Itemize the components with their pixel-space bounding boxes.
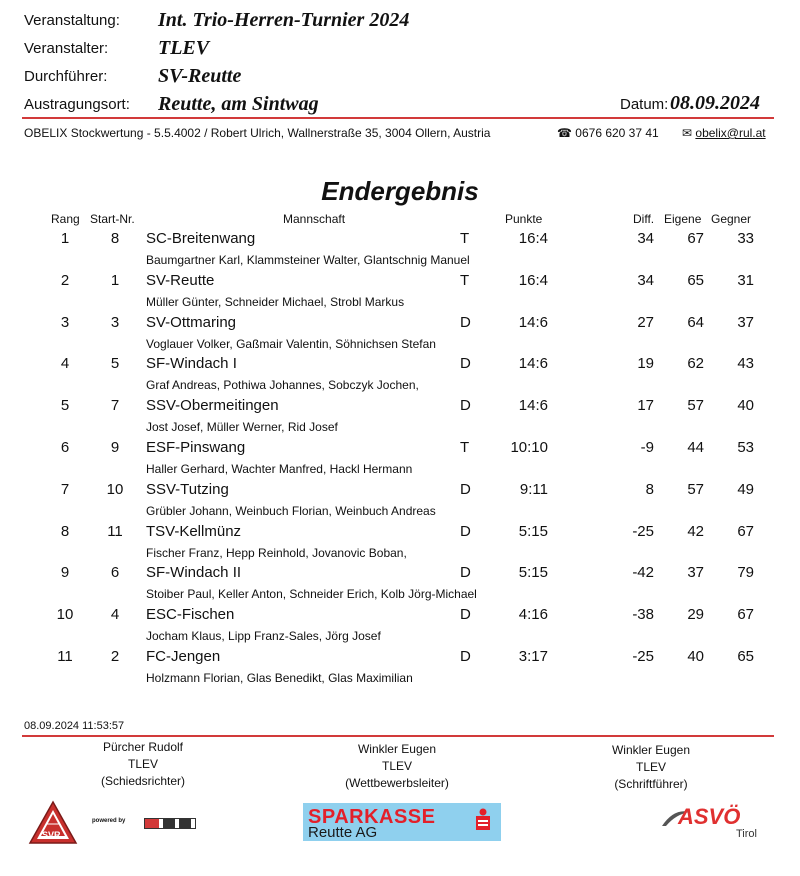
points-cell: 14:6 — [518, 313, 548, 331]
rank-cell: 8 — [60, 522, 70, 540]
start-number-cell: 4 — [110, 606, 120, 624]
team-name-cell: SF-Windach II — [146, 564, 242, 582]
rank-cell: 4 — [60, 355, 70, 373]
own-score-cell: 62 — [687, 355, 704, 373]
email-info — [682, 126, 766, 140]
sparkasse-s-icon — [473, 808, 493, 832]
opponent-score-cell: 67 — [737, 522, 754, 540]
team-members-cell: Fischer Franz, Hepp Reinhold, Jovanovic Boban, — [146, 545, 407, 560]
team-members-cell: Jost Josef, Müller Werner, Rid Josef — [146, 420, 338, 435]
opponent-score-cell: 37 — [737, 313, 754, 331]
opponent-score-cell: 67 — [737, 606, 754, 624]
sparkasse-logo — [303, 803, 501, 841]
rank-cell: 2 — [60, 271, 70, 289]
field-label-venue: Austragungsort: — [24, 96, 130, 113]
start-number-cell: 6 — [110, 564, 120, 582]
diff-cell: -42 — [632, 564, 654, 582]
points-cell: 16:4 — [518, 230, 548, 247]
team-members-cell: Grübler Johann, Weinbuch Florian, Weinbuch Andreas — [146, 503, 436, 518]
own-score-cell: 65 — [687, 271, 704, 289]
col-header-start: Start-Nr. — [90, 212, 135, 226]
class-cell: D — [460, 648, 471, 665]
class-cell: D — [460, 522, 471, 540]
sparkasse-sub: Reutte AG — [308, 824, 378, 841]
table-row — [0, 523, 800, 565]
team-name-cell: TSV-Kellmünz — [146, 522, 242, 540]
class-cell: T — [460, 439, 470, 456]
diff-cell: 27 — [637, 313, 654, 331]
field-value-event: Int. Trio-Herren-Turnier 2024 — [158, 9, 410, 31]
start-number-cell: 7 — [110, 397, 120, 415]
team-name-cell: SF-Windach I — [146, 355, 237, 373]
official-role: (Wettbewerbsleiter) — [345, 776, 449, 790]
own-score-cell: 67 — [687, 230, 704, 247]
own-score-cell: 44 — [687, 439, 704, 456]
start-number-cell: 2 — [110, 648, 120, 665]
class-cell: T — [460, 271, 470, 289]
table-row — [0, 397, 800, 439]
official-competition-lead — [297, 741, 497, 792]
col-header-punkte: Punkte — [505, 212, 543, 226]
field-label-executor: Durchführer: — [24, 68, 108, 85]
email-address[interactable]: obelix@rul.at — [695, 126, 766, 140]
col-header-diff: Diff. — [633, 212, 655, 226]
sponsor-mini-icon — [144, 818, 196, 829]
table-row — [0, 314, 800, 356]
col-header-team: Mannschaft — [283, 212, 346, 226]
rank-cell: 11 — [57, 648, 73, 665]
rank-cell: 6 — [60, 439, 70, 456]
date-value: 08.09.2024 — [670, 92, 760, 114]
svr-logo — [28, 800, 178, 845]
opponent-score-cell: 65 — [737, 648, 754, 665]
official-role: (Schiedsrichter) — [100, 774, 186, 788]
points-cell: 3:17 — [518, 648, 548, 665]
points-cell: 5:15 — [518, 564, 548, 582]
diff-cell: -25 — [632, 648, 654, 665]
points-cell: 5:15 — [518, 522, 548, 540]
rank-cell: 3 — [60, 313, 70, 331]
table-row — [0, 606, 800, 648]
date-label: Datum: — [620, 96, 669, 113]
asvo-logo — [660, 802, 770, 842]
rank-cell: 1 — [60, 230, 70, 247]
class-cell: T — [460, 230, 470, 247]
class-cell: D — [460, 564, 471, 582]
svr-powered-text: powered by — [92, 818, 126, 824]
field-value-organizer: TLEV — [158, 37, 210, 59]
official-role: (Schriftführer) — [614, 777, 688, 791]
envelope-icon: ✉ — [682, 126, 693, 140]
software-info: OBELIX Stockwertung - 5.5.4002 / Robert Ulrich, Wallnerstraße 35, 3004 Ollern, Austria — [24, 126, 491, 140]
class-cell: D — [460, 480, 471, 498]
team-name-cell: ESF-Pinswang — [146, 439, 246, 456]
team-members-cell: Graf Andreas, Pothiwa Johannes, Sobczyk Jochen, — [146, 378, 419, 393]
own-score-cell: 57 — [687, 397, 704, 415]
opponent-score-cell: 43 — [737, 355, 754, 373]
team-members-cell: Müller Günter, Schneider Michael, Strobl Markus — [146, 294, 405, 309]
field-label-organizer: Veranstalter: — [24, 40, 109, 57]
points-cell: 14:6 — [518, 355, 548, 373]
official-recorder — [551, 742, 751, 793]
team-name-cell: SSV-Obermeitingen — [146, 397, 279, 415]
col-header-gegner: Gegner — [711, 212, 752, 226]
team-members-cell: Voglauer Volker, Gaßmair Valentin, Söhnichsen Stefan — [146, 336, 436, 351]
rank-cell: 9 — [60, 564, 70, 582]
own-score-cell: 37 — [687, 564, 704, 582]
sparkasse-name: SPARKASSE — [308, 806, 436, 828]
class-cell: D — [460, 355, 471, 373]
print-timestamp: 08.09.2024 11:53:57 — [24, 720, 125, 732]
rank-cell: 7 — [60, 480, 70, 498]
diff-cell: -9 — [640, 439, 654, 456]
start-number-cell: 8 — [110, 230, 120, 247]
diff-cell: 34 — [637, 271, 654, 289]
points-cell: 14:6 — [518, 397, 548, 415]
official-name: Pürcher Rudolf — [102, 740, 184, 754]
start-number-cell: 9 — [110, 439, 120, 456]
official-org: TLEV — [127, 757, 158, 771]
team-members-cell: Holzmann Florian, Glas Benedikt, Glas Maximilian — [146, 671, 413, 685]
asvo-sub: Tirol — [736, 828, 757, 840]
page-title: Endergebnis — [321, 176, 479, 206]
start-number-cell: 10 — [106, 480, 124, 498]
own-score-cell: 29 — [687, 606, 704, 624]
points-cell: 10:10 — [510, 439, 548, 456]
own-score-cell: 64 — [687, 313, 704, 331]
asvo-text: ASVÖ — [678, 804, 741, 829]
own-score-cell: 57 — [687, 480, 704, 498]
field-value-executor: SV-Reutte — [158, 65, 242, 87]
svr-text: SVR — [42, 830, 61, 840]
table-row — [0, 355, 800, 397]
start-number-cell: 5 — [110, 355, 120, 373]
team-name-cell: SV-Ottmaring — [146, 313, 237, 331]
official-name: Winkler Eugen — [357, 742, 437, 756]
team-members-cell: Jocham Klaus, Lipp Franz-Sales, Jörg Josef — [146, 629, 381, 644]
official-name: Winkler Eugen — [611, 743, 691, 757]
class-cell: D — [460, 313, 471, 331]
phone-number: 0676 620 37 41 — [575, 126, 659, 140]
table-row — [0, 230, 800, 272]
opponent-score-cell: 79 — [737, 564, 754, 582]
diff-cell: 17 — [637, 397, 654, 415]
diff-cell: -25 — [632, 522, 654, 540]
table-row — [0, 439, 800, 481]
rank-cell: 5 — [60, 397, 70, 415]
points-cell: 16:4 — [518, 271, 548, 289]
table-row — [0, 564, 800, 606]
diff-cell: 34 — [637, 230, 654, 247]
diff-cell: -38 — [632, 606, 654, 624]
own-score-cell: 42 — [687, 522, 704, 540]
opponent-score-cell: 49 — [737, 480, 754, 498]
field-label-event: Veranstaltung: — [24, 12, 120, 29]
rank-cell: 10 — [56, 606, 74, 624]
official-org: TLEV — [381, 759, 412, 773]
start-number-cell: 11 — [107, 522, 123, 540]
header-divider — [22, 117, 774, 119]
team-members-cell: Baumgartner Karl, Klammsteiner Walter, Glantschnig Manuel — [146, 253, 470, 267]
field-value-venue: Reutte, am Sintwag — [158, 93, 319, 115]
class-cell: D — [460, 606, 471, 624]
diff-cell: 8 — [645, 480, 654, 498]
table-row — [0, 648, 800, 690]
team-name-cell: ESC-Fischen — [146, 606, 235, 624]
opponent-score-cell: 33 — [737, 230, 754, 247]
own-score-cell: 40 — [687, 648, 704, 665]
phone-info — [557, 126, 659, 140]
team-name-cell: SC-Breitenwang — [146, 230, 256, 247]
footer-divider — [22, 735, 774, 737]
team-name-cell: FC-Jengen — [146, 648, 221, 665]
opponent-score-cell: 40 — [737, 397, 754, 415]
col-header-rang: Rang — [51, 212, 80, 226]
class-cell: D — [460, 397, 471, 415]
opponent-score-cell: 53 — [737, 439, 754, 456]
table-row — [0, 272, 800, 314]
table-row — [0, 481, 800, 523]
diff-cell: 19 — [637, 355, 654, 373]
team-name-cell: SV-Reutte — [146, 271, 215, 289]
phone-icon: ☎ — [557, 126, 572, 140]
official-org: TLEV — [635, 760, 666, 774]
official-referee — [43, 739, 243, 790]
opponent-score-cell: 31 — [737, 271, 754, 289]
start-number-cell: 3 — [110, 313, 120, 331]
col-header-eigene: Eigene — [664, 212, 702, 226]
points-cell: 4:16 — [518, 606, 548, 624]
points-cell: 9:11 — [519, 480, 548, 498]
team-name-cell: SSV-Tutzing — [146, 480, 229, 498]
team-members-cell: Haller Gerhard, Wachter Manfred, Hackl Hermann — [146, 462, 413, 476]
team-members-cell: Stoiber Paul, Keller Anton, Schneider Erich, Kolb Jörg-Michael — [146, 587, 477, 602]
start-number-cell: 1 — [110, 271, 120, 289]
